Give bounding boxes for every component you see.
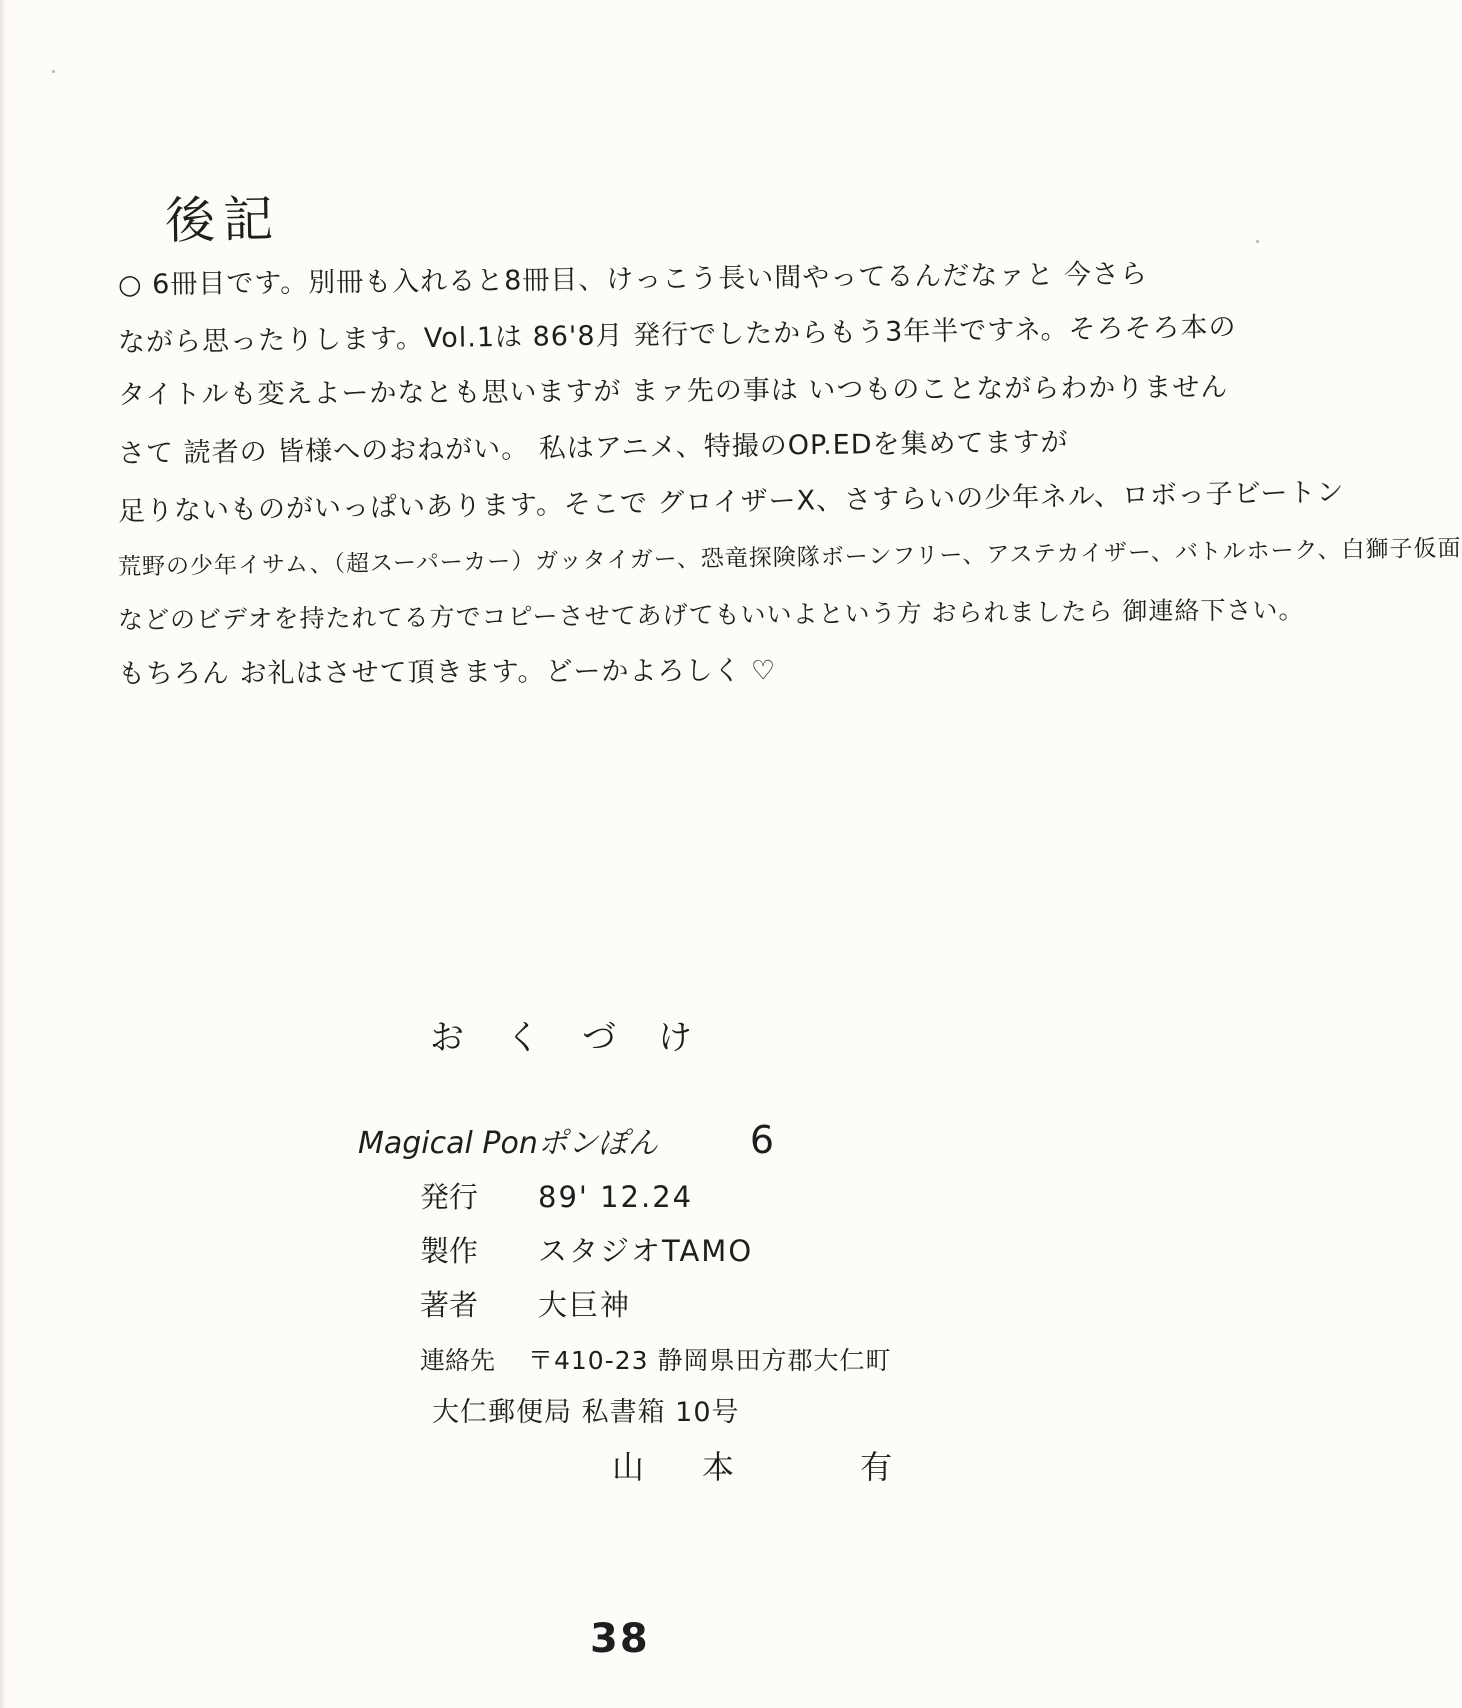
publication-name: Magical Ponポンぽん — [358, 1126, 658, 1161]
publication-volume: 6 — [749, 1118, 775, 1162]
afterword-line: さて 読者の 皆様へのおねがい。 私はアニメ、特撮のOP.EDを集めてますが — [117, 426, 1069, 470]
colophon-label: 製作 — [420, 1234, 479, 1268]
colophon-label: 著者 — [420, 1288, 479, 1322]
colophon-details — [420, 1170, 892, 1386]
afterword-title: 後記 — [164, 189, 282, 251]
afterword-line: タイトルも変えよーかなとも思いますが まァ先の事は いつものことながらわかりません — [117, 371, 1229, 411]
colophon-row-producer — [420, 1224, 892, 1278]
afterword-line: 足りないものがいっぱいあります。そこで グロイザーX、さすらいの少年ネル、ロボっ子ビートン — [117, 477, 1345, 528]
colophon-value: スタジオTAMO — [538, 1234, 754, 1268]
afterword-line: 荒野の少年イサム、（超スーパーカー）ガッタイガー、恐竜探険隊ボーンフリー、アステカイザー、バトルホーク、白獅子仮面 — [117, 535, 1462, 581]
publication-title — [358, 1118, 774, 1162]
afterword-line: などのビデオを持たれてる方でコピーさせてあげてもいいよという方 おられましたら 御連絡下さい。 — [117, 595, 1305, 635]
afterword-line: ○ 6冊目です。別冊も入れると8冊目、けっこう長い間やってるんだなァと 今さら — [117, 258, 1149, 301]
scan-speck — [52, 70, 55, 73]
colophon-row-contact — [420, 1332, 892, 1386]
afterword-body — [117, 252, 1462, 700]
scan-speck — [1256, 240, 1259, 243]
colophon-value: 大巨神 — [538, 1288, 632, 1322]
colophon-row-author — [420, 1278, 892, 1332]
colophon-label: 連絡先 — [420, 1346, 496, 1375]
afterword-line: もちろん お礼はさせて頂きます。どーかよろしく ♡ — [117, 655, 777, 690]
colophon-row-issue-date — [420, 1170, 892, 1224]
page-number: 38 — [590, 1616, 650, 1662]
scan-page-edge — [0, 0, 6, 1708]
colophon-heading: おくづけ — [430, 1018, 734, 1058]
colophon-value: 〒410-23 静岡県田方郡大仁町 — [528, 1346, 892, 1375]
colophon-value: 89' 12.24 — [538, 1180, 694, 1214]
afterword-line: ながら思ったりします。Vol.1は 86'8月 発行でしたからもう3年半ですネ。そろそろ本の — [117, 311, 1237, 359]
colophon-contact-name: 山本 有 — [612, 1448, 951, 1486]
colophon-label: 発行 — [420, 1180, 479, 1214]
colophon-post-box: 大仁郵便局 私書箱 10号 — [432, 1397, 740, 1428]
